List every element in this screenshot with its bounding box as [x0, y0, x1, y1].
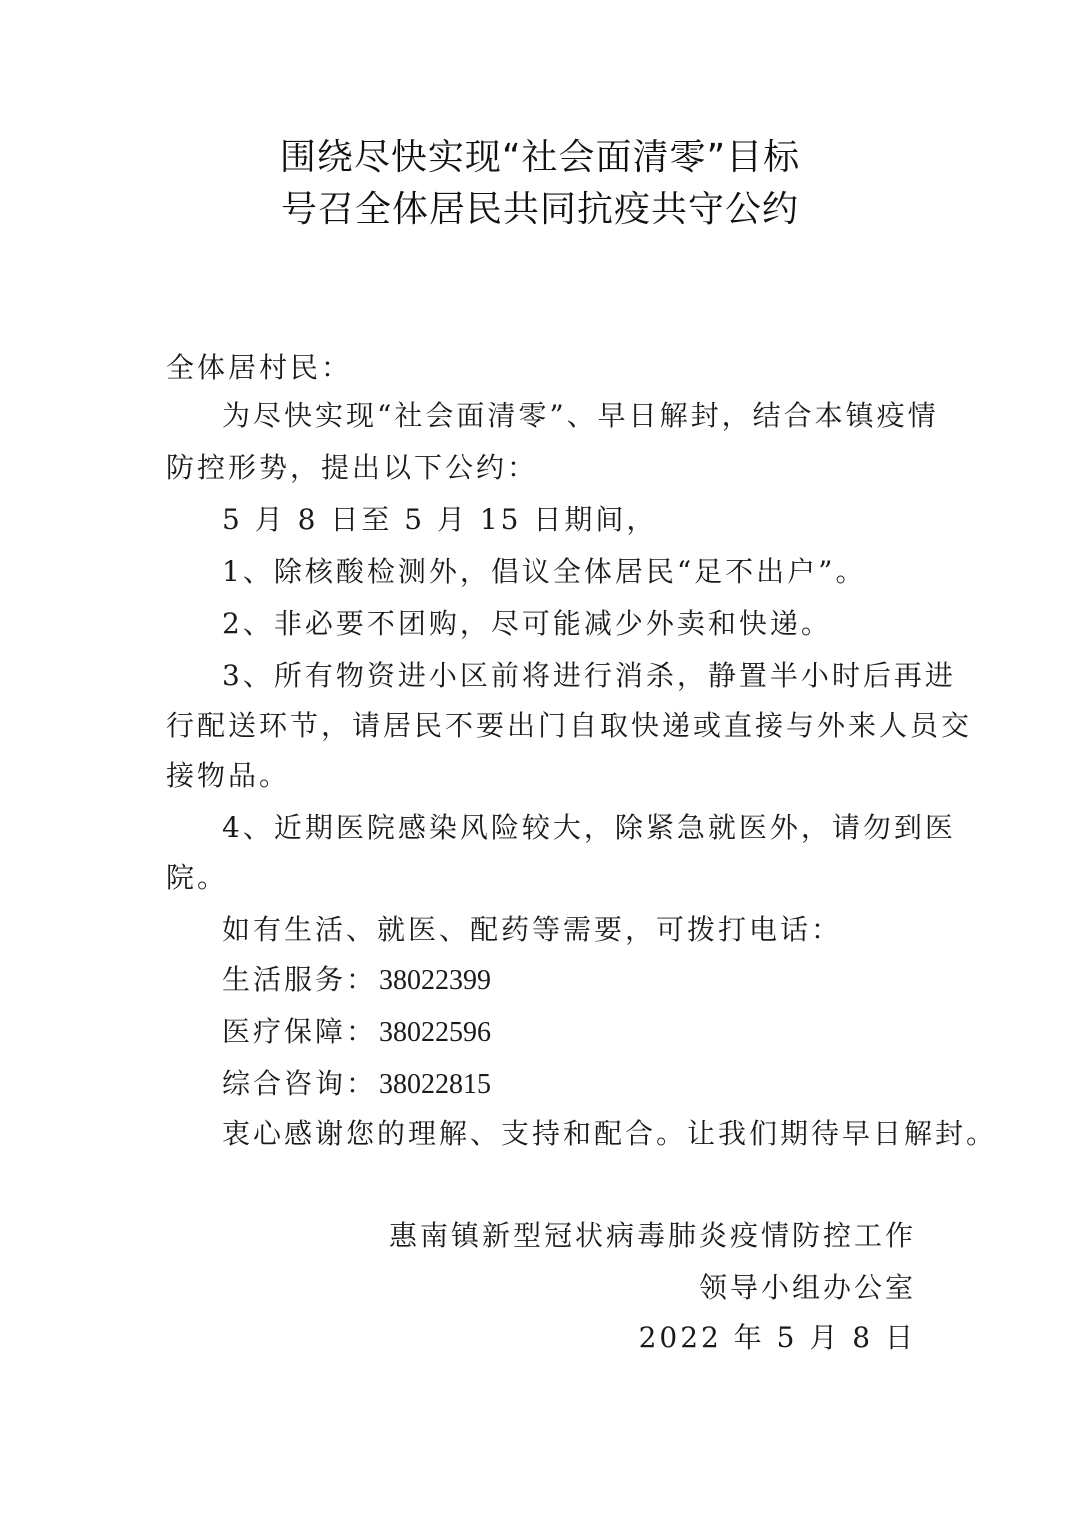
- contact-phone-number: 38022815: [379, 1069, 492, 1100]
- item-4-line-1: 4、近期医院感染风险较大，除紧急就医外，请勿到医: [222, 811, 956, 844]
- salutation: 全体居村民：: [166, 351, 353, 384]
- contact-label: 生活服务：: [222, 963, 378, 996]
- item-4-line-2: 院。: [166, 861, 229, 894]
- title-line-2: 号召全体居民共同抗疫共守公约: [280, 189, 799, 230]
- contact-general-inquiry: [222, 1058, 926, 1111]
- contact-label: 综合咨询：: [222, 1067, 378, 1100]
- intro-line-2: 防控形势，提出以下公约：: [166, 451, 539, 484]
- signature-line-1: 惠南镇新型冠状病毒肺炎疫情防控工作: [388, 1219, 916, 1252]
- title-line-1: 围绕尽快实现“社会面清零”目标: [279, 137, 801, 178]
- contact-phone-number: 38022596: [379, 1017, 492, 1048]
- contact-phone-number: 38022399: [379, 965, 492, 996]
- signature-line-2: 领导小组办公室: [698, 1271, 916, 1304]
- item-1: 1、除核酸检测外，倡议全体居民“足不出户”。: [222, 555, 867, 588]
- item-3-line-3: 接物品。: [166, 759, 291, 792]
- item-3-line-2: 行配送环节，请居民不要出门自取快递或直接与外来人员交: [166, 709, 973, 742]
- contact-intro: 如有生活、就医、配药等需要，可拨打电话：: [222, 913, 843, 946]
- period-line: 5 月 8 日至 5 月 15 日期间，: [222, 503, 658, 536]
- signature-date: 2022 年 5 月 8 日: [638, 1321, 916, 1354]
- closing-line: 衷心感谢您的理解、支持和配合。让我们期待早日解封。: [222, 1117, 998, 1150]
- item-3-line-1: 3、所有物资进小区前将进行消杀，静置半小时后再进: [222, 659, 956, 692]
- item-2: 2、非必要不团购，尽可能减少外卖和快递。: [222, 607, 832, 640]
- contact-medical: [222, 1006, 926, 1059]
- contact-label: 医疗保障：: [222, 1015, 378, 1048]
- contact-life-service: [222, 954, 926, 1007]
- intro-line-1: 为尽快实现“社会面清零”、早日解封，结合本镇疫情: [222, 399, 939, 432]
